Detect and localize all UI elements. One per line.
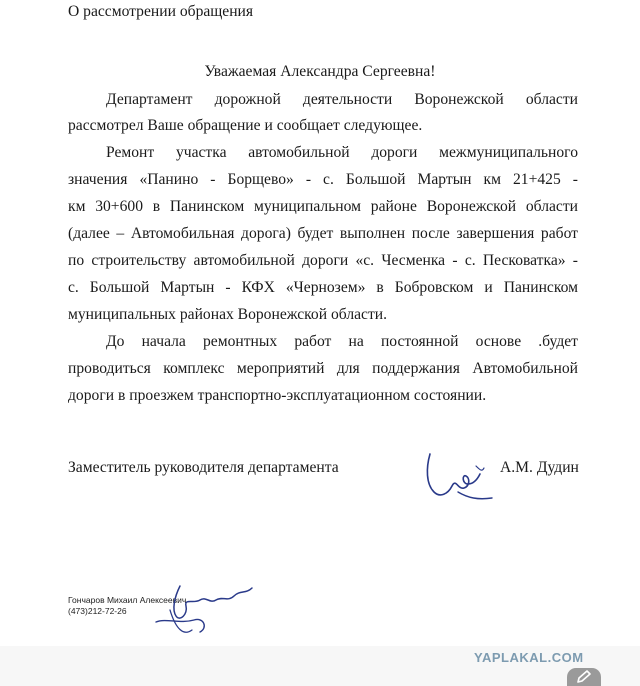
body-line: проводиться комплекс мероприятий для поддержания Автомобильной	[68, 360, 578, 377]
salutation: Уважаемая Александра Сергеевна!	[204, 63, 436, 80]
body-line: муниципальных районах Воронежской области.	[68, 306, 388, 323]
corner-badge	[567, 668, 601, 686]
pencil-icon	[576, 670, 592, 684]
body-line: с. Большой Мартын - КФХ «Чернозем» в Бобровском и Панинском	[68, 279, 578, 296]
body-line: по строительству автомобильной дороги «с. Чесменка - с. Песковатка» -	[68, 252, 578, 269]
body-line: рассмотрел Ваше обращение и сообщает следующее.	[68, 117, 423, 134]
site-watermark: YAPLAKAL.COM	[474, 650, 584, 665]
signatory-title: Заместитель руководителя департамента	[68, 459, 339, 476]
body-line: дороги в проезжем транспортно-эксплуатационном состоянии.	[68, 387, 487, 404]
body-line: км 30+600 в Панинском муниципальном районе Воронежской области	[68, 198, 578, 215]
handwritten-signature	[418, 448, 498, 508]
letter-subject: О рассмотрении обращения	[68, 3, 254, 20]
body-line: значения «Панино - Борщево» - с. Большой Мартын км 21+425 -	[68, 171, 578, 188]
body-line: До начала ремонтных работ на постоянной основе .будет	[106, 333, 578, 350]
body-line: (далее – Автомобильная дорога) будет выполнен после завершения работ	[68, 225, 578, 242]
handwritten-initials	[150, 580, 260, 640]
signatory-name: А.М. Дудин	[500, 459, 579, 476]
executor-name: Гончаров Михаил Алексеевич	[68, 595, 187, 605]
body-line: Департамент дорожной деятельности Воронежской области	[106, 91, 578, 108]
executor-phone: (473)212-72-26	[68, 606, 127, 616]
body-line: Ремонт участка автомобильной дороги межмуниципального	[106, 144, 578, 161]
